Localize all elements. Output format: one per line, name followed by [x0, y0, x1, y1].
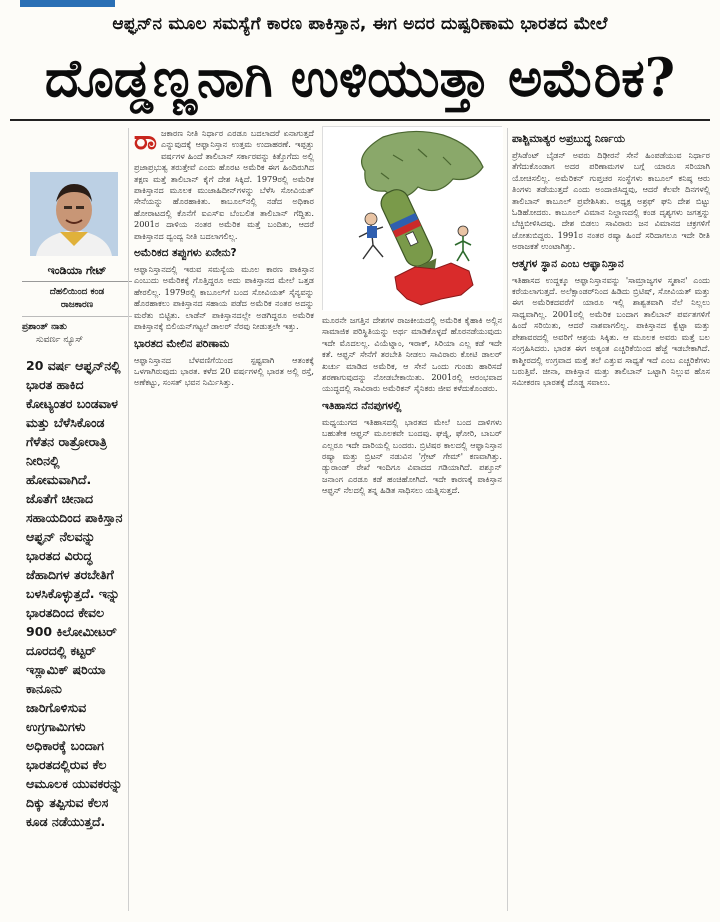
paragraph: ಇತಿಹಾಸದ ಉದ್ದಕ್ಕೂ ಆಫ್ಘಾನಿಸ್ತಾನವನ್ನು 'ಸಾಮ್ರಾಜ್ಯಗಳ ಸ್ಮಶಾನ' ಎಂದು ಕರೆಯಲಾಗುತ್ತದೆ. ಅಲೆಕ್ಸಾಂಡರ್‌ನಿಂದ ಹಿಡಿದು ಬ್ರಿಟಿಷ್, ಸೋವಿಯತ್ ಮತ್ತು ಈಗ ಅಮೆರಿಕದವರೆಗೆ ಯಾರೂ ಇಲ್ಲಿ ಶಾಶ್ವತವಾಗಿ ನೆಲೆ ನಿಲ್ಲಲು ಸಾಧ್ಯವಾಗಿಲ್ಲ. 2001ರಲ್ಲಿ ಅಮೆರಿಕ ಬಂದಾಗ ತಾಲಿಬಾನ್ ಪರ್ವತಗಳಿಗೆ ಹಿಂದೆ ಸರಿಯಿತು, ಆದರೆ ನಾಶವಾಗಲಿಲ್ಲ. ಪಾಕಿಸ್ತಾನದ ಕ್ವೆಟ್ಟಾ ಮತ್ತು ಪೇಶಾವರದಲ್ಲಿ ಅವರಿಗೆ ಆಶ್ರಯ ಸಿಕ್ಕಿತು. ಆ ಮೂಲಕ ಅವರು ಮತ್ತೆ ಬಲ ಸಂಗ್ರಹಿಸಿದರು. ಭಾರತ ಈಗ ಅತ್ಯಂತ ಎಚ್ಚರಿಕೆಯಿಂದ ಹೆಜ್ಜೆ ಇಡಬೇಕಾಗಿದೆ. ಕಾಶ್ಮೀರದಲ್ಲಿ ಉಗ್ರವಾದ ಮತ್ತೆ ತಲೆ ಎತ್ತುವ ಸಾಧ್ಯತೆ ಇದೆ ಎಂಬ ಎಚ್ಚರಿಕೆಗಳು ಬರುತ್ತಿವೆ. ಚೀನಾ, ಪಾಕಿಸ್ತಾನ ಮತ್ತು ತಾಲಿಬಾನ್ ಒಟ್ಟಾಗಿ ನಿಲ್ಲುವ ಹೊಸ ಸಮೀಕರಣ ಭಾರತಕ್ಕೆ ದೊಡ್ಡ ಸವಾಲು.	[512, 274, 710, 388]
author-role: ಸುವರ್ಣ ನ್ಯೂಸ್	[36, 335, 84, 345]
bomb-cartoon-illustration	[323, 127, 503, 311]
paragraph: ಮಧ್ಯಯುಗದ ಇತಿಹಾಸದಲ್ಲಿ ಭಾರತದ ಮೇಲೆ ಬಂದ ದಾಳಿಗಳು ಬಹುತೇಕ ಆಫ್ಘನ್ ಮೂಲಕವೇ ಬಂದವು. ಘಜ್ನಿ, ಘೋರಿ, ಬಾಬರ್ ಎಲ್ಲರೂ ಇದೇ ದಾರಿಯಲ್ಲಿ ಬಂದರು. ಬ್ರಿಟಿಷರ ಕಾಲದಲ್ಲಿ ಆಫ್ಘಾನಿಸ್ತಾನ ರಷ್ಯಾ ಮತ್ತು ಬ್ರಿಟನ್ ನಡುವಿನ 'ಗ್ರೇಟ್ ಗೇಮ್' ಕಣವಾಗಿತ್ತು. ಡ್ಯುರಾಂಡ್ ರೇಖೆ ಇಂದಿಗೂ ವಿವಾದದ ಗಡಿಯಾಗಿದೆ. ಪಶ್ತೂನ್ ಜನಾಂಗ ಎರಡೂ ಕಡೆ ಹಂಚಿಹೋಗಿದೆ. ಇದೇ ಕಾರಣಕ್ಕೆ ಪಾಕಿಸ್ತಾನ ಆಫ್ಘನ್ ನೆಲದಲ್ಲಿ ತನ್ನ ಹಿಡಿತ ಸಾಧಿಸಲು ಯತ್ನಿಸುತ್ತದೆ.	[322, 416, 502, 496]
byline	[22, 316, 132, 347]
paragraph: ಆಫ್ಘಾನಿಸ್ತಾನದಲ್ಲಿ ಇರುವ ಸಮಸ್ಯೆಯ ಮೂಲ ಕಾರಣ ಪಾಕಿಸ್ತಾನ ಎಂಬುದು ಅಮೆರಿಕಕ್ಕೆ ಗೊತ್ತಿದ್ದರೂ ಅದು ಪಾಕಿಸ್ತಾನದ ಮೇಲೆ ಒತ್ತಡ ಹೇರಲಿಲ್ಲ. 1979ರಲ್ಲಿ ಕಾಬೂಲ್‌ಗೆ ಬಂದ ಸೋವಿಯತ್ ಸೈನ್ಯವನ್ನು ಹೊರಹಾಕಲು ಪಾಕಿಸ್ತಾನದ ಸಹಾಯ ಪಡೆದ ಅಮೆರಿಕ ನಂತರ ಅದನ್ನು ಮರೆತು ಬಿಟ್ಟಿತು. ಲಾಡೆನ್ ಪಾಕಿಸ್ತಾನದಲ್ಲೇ ಅಡಗಿದ್ದರೂ ಅಮೆರಿಕ ಪಾಕಿಸ್ತಾನಕ್ಕೆ ಬಿಲಿಯನ್‌ಗಟ್ಟಲೆ ಡಾಲರ್ ನೆರವು ನೀಡುತ್ತಲೇ ಇತ್ತು.	[134, 264, 314, 332]
subhead: ಇತಿಹಾಸದ ನೆನಪುಗಳಲ್ಲಿ	[322, 399, 402, 412]
column-divider	[507, 128, 508, 911]
kicker: ಆಫ್ಘನ್‌ನ ಮೂಲ ಸಮಸ್ಯೆಗೆ ಕಾರಣ ಪಾಕಿಸ್ತಾನ, ಈಗ ಅದರ ದುಷ್ಪರಿಣಾಮ ಭಾರತದ ಮೇಲೆ	[112, 14, 608, 34]
top-strip	[0, 0, 720, 12]
article-column-2	[322, 315, 502, 911]
author-portrait-image	[30, 172, 118, 256]
intro-text: ಜಕಾರಣ ನೀತಿ ನಿರ್ಧಾರ ಎರಡೂ ಬದಲಾದರೆ ಏನಾಗುತ್ತದೆ ಎನ್ನುವುದಕ್ಕೆ ಆಫ್ಘಾನಿಸ್ತಾನ ಉತ್ತಮ ಉದಾಹರಣೆ. ಇಪ್ಪತ್ತು ವರ್ಷಗಳ ಹಿಂದೆ ತಾಲಿಬಾನ್ ಸರ್ಕಾರವನ್ನು ಕಿತ್ತೊಗೆದು ಅಲ್ಲಿ ಪ್ರಜಾಪ್ರಭುತ್ವ ತರುತ್ತೇವೆ ಎಂದು ಹೊರಟ ಅಮೆರಿಕ ಈಗ ಹಿಂದಿರುಗಿದ ತಕ್ಷಣ ಮತ್ತೆ ತಾಲಿಬಾನ್ ಕೈಗೆ ದೇಶ ಸಿಕ್ಕಿದೆ. 1979ರಲ್ಲಿ ಅಮೆರಿಕ ಪಾಕಿಸ್ತಾನದ ಮೂಲಕ ಮುಜಾಹಿದೀನ್‌ಗಳನ್ನು ಬೆಳೆಸಿ ಸೋವಿಯತ್ ಸೇನೆಯನ್ನು ಹೊರಹಾಕಿತು. ಕಾಬೂಲ್‌ನಲ್ಲಿ ನಡೆದ ಅಧಿಕಾರ ಹೋರಾಟದಲ್ಲಿ ಕೊನೆಗೆ ಐಎಸ್‌ಐ ಬೆಂಬಲಿತ ತಾಲಿಬಾನ್ ಗೆದ್ದಿತು. 2001ರ ದಾಳಿಯ ನಂತರ ಅಮೆರಿಕ ಮತ್ತೆ ಬಂದಿತು, ಆದರೆ ಪಾಕಿಸ್ತಾನದ ದ್ವಂದ್ವ ನೀತಿ ಬದಲಾಗಲಿಲ್ಲ.	[134, 128, 314, 241]
section-color-bar	[20, 0, 115, 7]
subhead: ಪಾಶ್ಚಿಮಾತ್ಯರ ಅಪ್ರಬುದ್ಧ ನಿರ್ಣಯ	[512, 133, 625, 145]
author-place-line2: ರಾಜಕಾರಣ	[60, 300, 94, 310]
column-divider	[128, 128, 129, 911]
subhead: ಭಾರತದ ಮೇಲಿನ ಪರಿಣಾಮ	[134, 337, 230, 350]
paragraph: ಪ್ರೆಸಿಡೆಂಟ್ ಬೈಡನ್ ಅವರು ದಿಢೀರನೆ ಸೇನೆ ಹಿಂಪಡೆಯುವ ನಿರ್ಧಾರ ತೆಗೆದುಕೊಂಡಾಗ ಅದರ ಪರಿಣಾಮಗಳ ಬಗ್ಗೆ ಯಾರೂ ಸರಿಯಾಗಿ ಯೋಚಿಸಲಿಲ್ಲ. ಅಮೆರಿಕನ್ ಗುಪ್ತಚರ ಸಂಸ್ಥೆಗಳು ಕಾಬೂಲ್ ಕನಿಷ್ಠ ಆರು ತಿಂಗಳು ತಡೆಯುತ್ತದೆ ಎಂದು ಅಂದಾಜಿಸಿದ್ದವು, ಆದರೆ ಕೆಲವೇ ದಿನಗಳಲ್ಲಿ ತಾಲಿಬಾನ್ ಕಾಬೂಲ್ ಪ್ರವೇಶಿಸಿತು. ಅಧ್ಯಕ್ಷ ಅಶ್ರಫ್ ಘನಿ ದೇಶ ಬಿಟ್ಟು ಓಡಿಹೋದರು. ಕಾಬೂಲ್ ವಿಮಾನ ನಿಲ್ದಾಣದಲ್ಲಿ ಕಂಡ ದೃಶ್ಯಗಳು ಜಗತ್ತನ್ನು ಬೆಚ್ಚಿಬೀಳಿಸಿದವು. ದೇಶ ಬಿಡಲು ಸಾವಿರಾರು ಜನ ವಿಮಾನದ ಚಕ್ರಗಳಿಗೆ ಜೋತುಬಿದ್ದರು. 1991ರ ನಂತರ ರಷ್ಯಾ ಹಿಂದೆ ಸರಿದಾಗಲೂ ಇದೇ ರೀತಿ ಅರಾಜಕತೆ ಉಂಟಾಗಿತ್ತು.	[512, 150, 710, 252]
editorial-cartoon	[322, 126, 502, 310]
author-place	[22, 281, 132, 312]
headline-rule	[10, 119, 710, 121]
article-column-1	[134, 128, 314, 911]
headline: ದೊಡ್ಡಣ್ಣನಾಗಿ ಉಳಿಯುತ್ತಾ ಅಮೆರಿಕ?	[44, 48, 676, 109]
intro-paragraph	[134, 128, 314, 242]
subhead: ಆತ್ಮಗಳ ಸ್ಥಾನ ಎಂಬ ಆಫ್ಘಾನಿಸ್ತಾನ	[512, 257, 624, 270]
article-column-3	[512, 128, 710, 911]
paragraph: ಆಫ್ಘಾನಿಸ್ತಾನದ ಬೆಳವಣಿಗೆಯಿಂದ ಸ್ಪಷ್ಟವಾಗಿ ಆತಂಕಕ್ಕೆ ಒಳಗಾಗಿರುವುದು ಭಾರತ. ಕಳೆದ 20 ವರ್ಷಗಳಲ್ಲಿ ಭಾರತ ಅಲ್ಲಿ ರಸ್ತೆ, ಅಣೆಕಟ್ಟು, ಸಂಸತ್ ಭವನ ನಿರ್ಮಿಸಿತ್ತು.	[134, 354, 314, 388]
author-place-line1: ದೆಹಲಿಯಿಂದ ಕಂಡ	[49, 287, 105, 297]
author-name: ಪ್ರಶಾಂತ್ ನಾತು	[22, 322, 67, 332]
paragraph: ಮೂರನೇ ಜಗತ್ತಿನ ದೇಶಗಳ ರಾಜಕೀಯದಲ್ಲಿ ಅಮೆರಿಕ ಕೈಹಾಕಿ ಅಲ್ಲಿನ ಸಾಮಾಜಿಕ ಪರಿಸ್ಥಿತಿಯನ್ನು ಅರ್ಥ ಮಾಡಿಕೊಳ್ಳದೆ ಹೊರನಡೆಯುವುದು ಇದೇ ಮೊದಲಲ್ಲ. ವಿಯೆಟ್ನಾಂ, ಇರಾಕ್, ಸಿರಿಯಾ ಎಲ್ಲ ಕಡೆ ಇದೇ ಕತೆ. ಆಫ್ಘನ್ ಸೇನೆಗೆ ತರಬೇತಿ ನೀಡಲು ಸಾವಿರಾರು ಕೋಟಿ ಡಾಲರ್ ಖರ್ಚು ಮಾಡಿದ ಅಮೆರಿಕ, ಆ ಸೇನೆ ಒಂದು ಗುಂಡು ಹಾರಿಸದೆ ಶರಣಾಗುವುದನ್ನು ನೋಡಬೇಕಾಯಿತು. 2001ರಲ್ಲಿ ಆರಂಭವಾದ ಯುದ್ಧದಲ್ಲಿ ಸಾವಿರಾರು ಅಮೆರಿಕನ್ ಸೈನಿಕರು ಜೀವ ಕಳೆದುಕೊಂಡರು.	[322, 315, 502, 394]
pull-quote: 20 ವರ್ಷ ಆಫ್ಘನ್‌ನಲ್ಲಿ ಭಾರತ ಹಾಕಿದ ಕೋಟ್ಯಂತರ ಬಂಡವಾಳ ಮತ್ತು ಬೆಳೆಸಿಕೊಂಡ ಗೆಳೆತನ ರಾತ್ರೋರಾತ್ರಿ ನೀರಿನಲ್ಲಿ ಹೋಮವಾಗಿದೆ. ಜೊತೆಗೆ ಚೀನಾದ ಸಹಾಯದಿಂದ ಪಾಕಿಸ್ತಾನ ಆಫ್ಘನ್ ನೆಲವನ್ನು ಭಾರತದ ವಿರುದ್ಧ ಜೆಹಾದಿಗಳ ತರಬೇತಿಗೆ ಬಳಸಿಕೊಳ್ಳುತ್ತದೆ. ಇನ್ನು ಭಾರತದಿಂದ ಕೇವಲ 900 ಕಿಲೋಮೀಟರ್ ದೂರದಲ್ಲಿ ಕಟ್ಟರ್ ಇಸ್ಲಾಮಿಕ್ ಷರಿಯಾ ಕಾನೂನು ಜಾರಿಗೊಳಿಸುವ ಉಗ್ರಗಾಮಿಗಳು ಅಧಿಕಾರಕ್ಕೆ ಬಂದಾಗ ಭಾರತದಲ್ಲಿರುವ ಕೆಲ ಆಮೂಲಕ ಯುವಕರನ್ನು ದಿಕ್ಕು ತಪ್ಪಿಸುವ ಕೆಲಸ ಕೂಡ ನಡೆಯುತ್ತದೆ.	[26, 358, 123, 829]
drop-cap: ರಾ	[134, 128, 157, 156]
column-label: ಇಂಡಿಯಾ ಗೇಟ್	[47, 264, 107, 277]
subhead: ಅಮೆರಿಕದ ತಪ್ಪುಗಳು ಏನೇನು?	[134, 247, 237, 260]
author-photo	[30, 172, 118, 256]
